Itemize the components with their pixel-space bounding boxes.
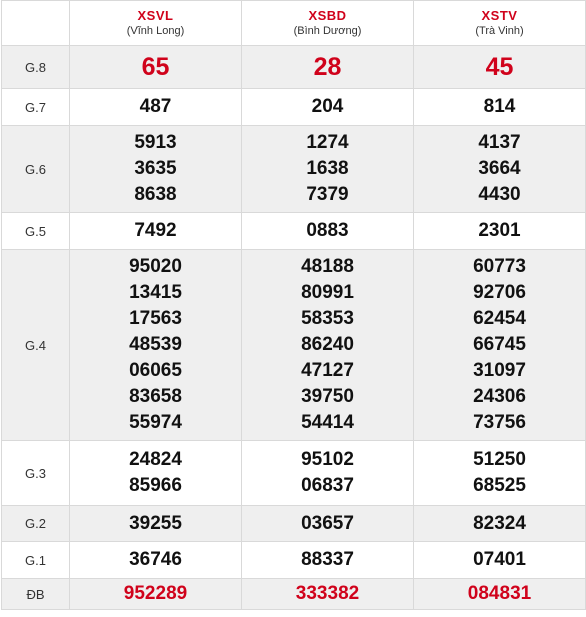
province-header-row: [2, 1, 586, 46]
prize-cell-vinh-long: [70, 441, 242, 506]
prize-number: 80991: [301, 282, 354, 303]
prize-number: 36746: [129, 549, 182, 570]
prize-cell-tra-vinh: [414, 213, 586, 250]
prize-number: 66745: [473, 334, 526, 355]
prize-number: 48188: [301, 256, 354, 277]
prize-number: 45: [485, 53, 514, 81]
prize-label: G.8: [2, 46, 70, 89]
prize-cell-binh-duong: [242, 46, 414, 89]
prize-number: 07401: [473, 549, 526, 570]
prize-row-g3: [2, 441, 586, 506]
prize-number: 47127: [301, 360, 354, 381]
prize-cell-tra-vinh: [414, 579, 586, 610]
prize-row-g7: [2, 89, 586, 126]
prize-number: 333382: [295, 583, 360, 604]
prize-number: 39255: [129, 512, 182, 534]
prize-cell-tra-vinh: [414, 506, 586, 542]
prize-number: 54414: [301, 412, 354, 433]
prize-cell-binh-duong: [242, 213, 414, 250]
prize-cell-binh-duong: [242, 542, 414, 579]
prize-number: 1638: [306, 158, 349, 179]
prize-cell-binh-duong: [242, 89, 414, 126]
prize-row-g5: [2, 213, 586, 250]
prize-cell-vinh-long: [70, 542, 242, 579]
header-empty-cell: [2, 1, 70, 46]
prize-number: 7492: [134, 220, 177, 241]
prize-number: 7379: [306, 184, 349, 205]
prize-row-g8: [2, 46, 586, 89]
prize-row-g6: [2, 126, 586, 213]
prize-number: 51250: [473, 449, 526, 470]
prize-number: 39750: [301, 386, 354, 407]
province-name: (Trà Vinh): [475, 24, 524, 37]
prize-number: 95020: [129, 256, 182, 277]
prize-cell-vinh-long: [70, 579, 242, 610]
province-header-vinh-long[interactable]: [70, 1, 242, 46]
province-code[interactable]: XSVL: [137, 7, 174, 23]
prize-number: 31097: [473, 360, 526, 381]
prize-number: 73756: [473, 412, 526, 433]
prize-number: 85966: [129, 475, 182, 496]
prize-number: 28: [313, 53, 342, 81]
prize-row-g1: [2, 542, 586, 579]
prize-row-g4: [2, 250, 586, 441]
prize-number: 24824: [129, 449, 182, 470]
prize-cell-tra-vinh: [414, 126, 586, 213]
prize-number: 487: [139, 96, 172, 117]
prize-label: G.5: [2, 213, 70, 250]
prize-number: 60773: [473, 256, 526, 277]
prize-number: 86240: [301, 334, 354, 355]
prize-number: 95102: [301, 449, 354, 470]
prize-cell-binh-duong: [242, 126, 414, 213]
prize-number: 82324: [473, 512, 526, 534]
prize-number: 4430: [478, 184, 521, 205]
prize-number: 83658: [129, 386, 182, 407]
prize-cell-tra-vinh: [414, 46, 586, 89]
prize-label: G.2: [2, 506, 70, 542]
province-header-tra-vinh[interactable]: [414, 1, 586, 46]
prize-number: 3664: [478, 158, 521, 179]
prize-label: ĐB: [2, 579, 70, 610]
prize-number: 24306: [473, 386, 526, 407]
prize-cell-tra-vinh: [414, 441, 586, 506]
prize-cell-binh-duong: [242, 579, 414, 610]
prize-number: 2301: [478, 220, 521, 241]
prize-cell-tra-vinh: [414, 542, 586, 579]
lottery-results-table: [1, 0, 586, 610]
prize-number: 4137: [478, 132, 521, 153]
prize-row-g2: [2, 506, 586, 542]
prize-number: 084831: [467, 583, 532, 604]
prize-number: 1274: [306, 132, 349, 153]
prize-label: G.4: [2, 250, 70, 441]
prize-cell-binh-duong: [242, 441, 414, 506]
prize-row-special: [2, 579, 586, 610]
province-code[interactable]: XSBD: [308, 7, 347, 23]
prize-number: 5913: [134, 132, 177, 153]
prize-number: 55974: [129, 412, 182, 433]
prize-number: 48539: [129, 334, 182, 355]
prize-cell-tra-vinh: [414, 250, 586, 441]
prize-number: 204: [311, 96, 344, 117]
prize-label: G.1: [2, 542, 70, 579]
prize-number: 03657: [301, 512, 354, 534]
province-name: (Bình Dương): [293, 24, 362, 37]
prize-label: G.6: [2, 126, 70, 213]
prize-number: 65: [141, 53, 170, 81]
prize-label: G.3: [2, 441, 70, 506]
prize-number: 06065: [129, 360, 182, 381]
prize-cell-binh-duong: [242, 506, 414, 542]
prize-cell-vinh-long: [70, 46, 242, 89]
prize-number: 62454: [473, 308, 526, 329]
prize-number: 8638: [134, 184, 177, 205]
prize-number: 68525: [473, 475, 526, 496]
prize-number: 13415: [129, 282, 182, 303]
prize-number: 814: [483, 96, 516, 117]
prize-cell-binh-duong: [242, 250, 414, 441]
prize-number: 58353: [301, 308, 354, 329]
prize-number: 0883: [306, 220, 349, 241]
province-header-binh-duong[interactable]: [242, 1, 414, 46]
province-name: (Vĩnh Long): [126, 24, 185, 37]
prize-label: G.7: [2, 89, 70, 126]
prize-number: 06837: [301, 475, 354, 496]
province-code[interactable]: XSTV: [481, 7, 518, 23]
prize-cell-vinh-long: [70, 126, 242, 213]
prize-number: 92706: [473, 282, 526, 303]
prize-cell-vinh-long: [70, 213, 242, 250]
prize-number: 17563: [129, 308, 182, 329]
prize-number: 3635: [134, 158, 177, 179]
prize-cell-vinh-long: [70, 506, 242, 542]
prize-cell-vinh-long: [70, 89, 242, 126]
prize-number: 88337: [301, 549, 354, 570]
prize-cell-tra-vinh: [414, 89, 586, 126]
prize-number: 952289: [123, 583, 188, 604]
prize-cell-vinh-long: [70, 250, 242, 441]
